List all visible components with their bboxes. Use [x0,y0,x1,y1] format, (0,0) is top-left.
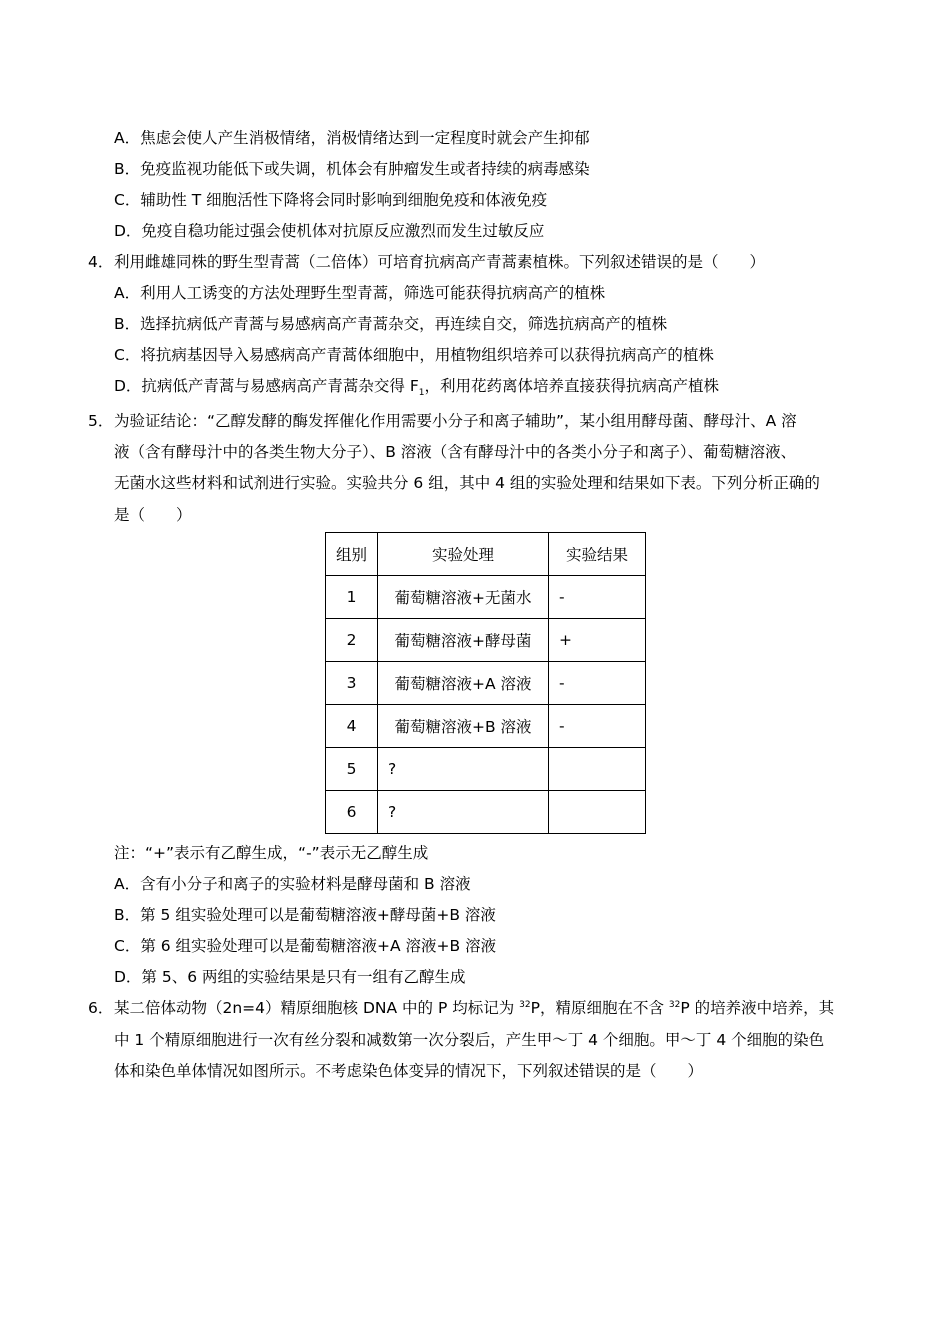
table-row [326,662,646,705]
q5-option-d: D．第 5、6 两组的实验结果是只有一组有乙醇生成 [114,968,466,986]
q5-stem-line-1: 为验证结论：“乙醇发酵的酶发挥催化作用需要小分子和离子辅助”，某小组用酵母菌、酵母汁、A 溶 [114,412,797,430]
cell-group: 5 [326,748,378,791]
cell-group: 6 [326,791,378,834]
header-group: 组别 [326,533,378,576]
q5-stem-line-3: 无菌水这些材料和试剂进行实验。实验共分 6 组，其中 4 组的实验处理和结果如下表。下列分析正确的 [114,474,820,492]
cell-treatment: ? [378,748,549,791]
q6-line1-part-a: 某二倍体动物（2n=4）精原细胞核 DNA 中的 P 均标记为 [114,999,520,1017]
q4-option-d-text: D．抗病低产青蒿与易感病高产青蒿杂交得 F [114,377,419,395]
q5-option-a: A．含有小分子和离子的实验材料是酵母菌和 B 溶液 [114,875,471,893]
cell-treatment: 葡萄糖溶液+酵母菌 [378,619,549,662]
q3-option-a: A．焦虑会使人产生消极情绪，消极情绪达到一定程度时就会产生抑郁 [114,129,590,147]
q4-option-d-text-2: ，利用花药离体培养直接获得抗病高产植株 [424,377,720,395]
cell-treatment: 葡萄糖溶液+无菌水 [378,576,549,619]
cell-result [549,791,646,834]
q4-option-a: A．利用人工诱变的方法处理野生型青蒿，筛选可能获得抗病高产的植株 [114,284,606,302]
q6-number: 6． [88,999,114,1017]
q5-option-c: C．第 6 组实验处理可以是葡萄糖溶液+A 溶液+B 溶液 [114,937,497,955]
q5-stem-line-2: 液（含有酵母汁中的各类生物大分子）、B 溶液（含有酵母汁中的各类小分子和离子）、葡萄糖溶液、 [114,443,797,461]
cell-result: + [549,619,646,662]
cell-treatment: ? [378,791,549,834]
q4-option-d [114,376,720,399]
cell-group: 2 [326,619,378,662]
q4-option-b: B．选择抗病低产青蒿与易感病高产青蒿杂交，再连续自交，筛选抗病高产的植株 [114,315,668,333]
header-result: 实验结果 [549,533,646,576]
superscript-32: 32 [668,999,681,1010]
cell-treatment: 葡萄糖溶液+B 溶液 [378,705,549,748]
cell-group: 1 [326,576,378,619]
cell-group: 3 [326,662,378,705]
cell-result: - [549,662,646,705]
cell-treatment: 葡萄糖溶液+A 溶液 [378,662,549,705]
q6-stem-line-2: 中 1 个精原细胞进行一次有丝分裂和减数第一次分裂后，产生甲～丁 4 个细胞。甲～丁 4 个细胞的染色 [114,1031,825,1049]
superscript-32: 32 [519,999,531,1010]
q4-option-c: C．将抗病基因导入易感病高产青蒿体细胞中，用植物组织培养可以获得抗病高产的植株 [114,346,714,364]
q3-option-c: C．辅助性 T 细胞活性下降将会同时影响到细胞免疫和体液免疫 [114,191,548,209]
table-row [326,748,646,791]
subscript-1: 1 [418,388,425,399]
experiment-table [325,532,646,834]
table-row [326,791,646,834]
cell-result: - [549,576,646,619]
header-treatment: 实验处理 [378,533,549,576]
q5-number: 5． [88,412,114,430]
q5-option-b: B．第 5 组实验处理可以是葡萄糖溶液+酵母菌+B 溶液 [114,906,496,924]
cell-result [549,748,646,791]
q4-stem: 利用雌雄同株的野生型青蒿（二倍体）可培育抗病高产青蒿素植株。下列叙述错误的是（ ） [114,253,766,271]
cell-result: - [549,705,646,748]
q6-stem-line-3: 体和染色单体情况如图所示。不考虑染色体变异的情况下，下列叙述错误的是（ ） [114,1062,704,1080]
q6-line1-part-c: P 的培养液中培养，其 [680,999,835,1017]
q3-option-d: D．免疫自稳功能过强会使机体对抗原反应激烈而发生过敏反应 [114,222,545,240]
cell-group: 4 [326,705,378,748]
q3-option-b: B．免疫监视功能低下或失调，机体会有肿瘤发生或者持续的病毒感染 [114,160,590,178]
table-row [326,705,646,748]
q6-line1-part-b: P，精原细胞在不含 [530,999,669,1017]
q5-stem-line-4: 是（ ） [114,506,192,524]
table-header-row [326,533,646,576]
q6-stem-line-1 [114,998,834,1018]
table-row [326,619,646,662]
table-row [326,576,646,619]
q5-table-note: 注：“+”表示有乙醇生成，“-”表示无乙醇生成 [114,844,429,862]
q4-number: 4． [88,253,114,271]
